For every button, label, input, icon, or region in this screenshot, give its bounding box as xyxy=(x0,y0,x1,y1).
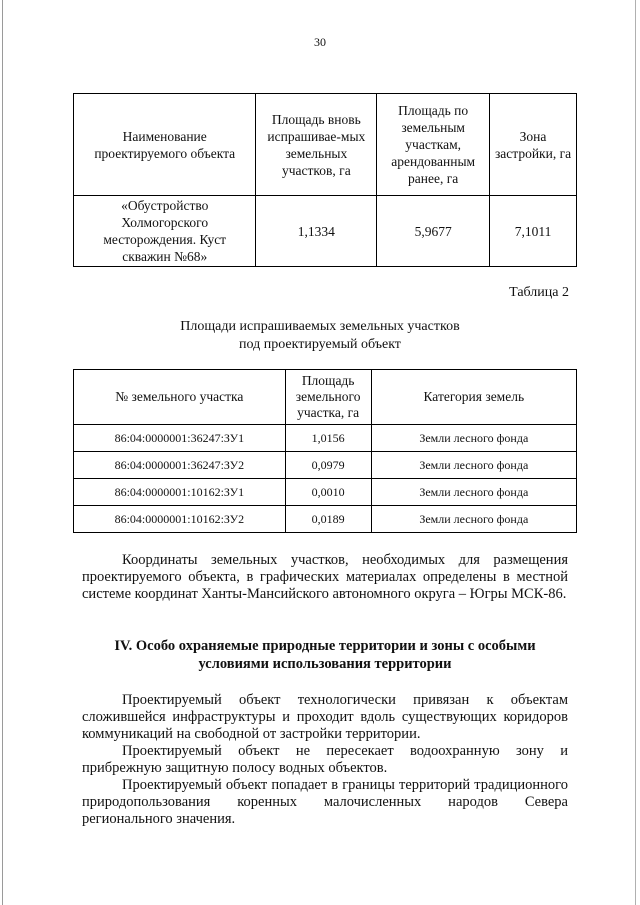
header-cell: № земельного участка xyxy=(74,370,286,425)
category-cell: Земли лесного фонда xyxy=(371,506,576,533)
coordinates-paragraph: Координаты земельных участков, необходимых для размещения проектируемого объекта, в графических материалах определены в местной системе координат Ханты-Мансийского автономного округа – Югры МСК-86. xyxy=(82,552,568,602)
table-caption xyxy=(60,318,580,354)
plot-number-cell: 86:04:0000001:36247:ЗУ2 xyxy=(74,452,286,479)
table-row xyxy=(74,425,577,452)
area-cell: 0,0979 xyxy=(285,452,371,479)
plot-number-cell: 86:04:0000001:36247:ЗУ1 xyxy=(74,425,286,452)
header-cell: Площадь земельного участка, га xyxy=(285,370,371,425)
area-cell: 0,0189 xyxy=(285,506,371,533)
category-cell: Земли лесного фонда xyxy=(371,425,576,452)
header-cell: Площадь по земельным участкам, арендованным ранее, га xyxy=(377,94,490,196)
table-row xyxy=(74,506,577,533)
caption-line: Площади испрашиваемых земельных участков xyxy=(180,319,460,334)
header-cell: Площадь вновь испрашивае-мых земельных участков, га xyxy=(256,94,377,196)
header-cell: Категория земель xyxy=(371,370,576,425)
value-cell: 7,1011 xyxy=(490,196,577,267)
area-cell: 0,0010 xyxy=(285,479,371,506)
body-paragraph: Проектируемый объект попадает в границы территорий традиционного природопользования коренных малочисленных народов Севера регионального значения. xyxy=(82,777,568,827)
value-cell: 5,9677 xyxy=(377,196,490,267)
scan-edge-left xyxy=(2,0,3,905)
category-cell: Земли лесного фонда xyxy=(371,452,576,479)
category-cell: Земли лесного фонда xyxy=(371,479,576,506)
page-number: 30 xyxy=(314,35,326,49)
plot-number-cell: 86:04:0000001:10162:ЗУ1 xyxy=(74,479,286,506)
object-name-cell: «Обустройство Холмогорского месторождения. Куст скважин №68» xyxy=(74,196,256,267)
plot-number-cell: 86:04:0000001:10162:ЗУ2 xyxy=(74,506,286,533)
caption-line: под проектируемый объект xyxy=(239,337,401,352)
table-row xyxy=(74,479,577,506)
header-cell: Зона застройки, га xyxy=(490,94,577,196)
table-header-row xyxy=(74,370,577,425)
area-summary-table xyxy=(73,93,577,267)
table-row xyxy=(74,196,577,267)
value-cell: 1,1334 xyxy=(256,196,377,267)
body-paragraph: Проектируемый объект технологически привязан к объектам сложившейся инфраструктуры и проходит вдоль существующих коридоров коммуникаций на свободной от застройки территории. xyxy=(82,692,568,742)
table-label: Таблица 2 xyxy=(509,285,569,300)
header-cell: Наименование проектируемого объекта xyxy=(74,94,256,196)
section-heading: IV. Особо охраняемые природные территории и зоны с особыми условиями использования территории xyxy=(114,638,536,672)
scan-edge-right xyxy=(635,0,636,905)
table-header-row xyxy=(74,94,577,196)
area-cell: 1,0156 xyxy=(285,425,371,452)
land-plots-table xyxy=(73,369,577,533)
table-row xyxy=(74,452,577,479)
body-paragraph: Проектируемый объект не пересекает водоохранную зону и прибрежную защитную полосу водных объектов. xyxy=(82,743,568,776)
